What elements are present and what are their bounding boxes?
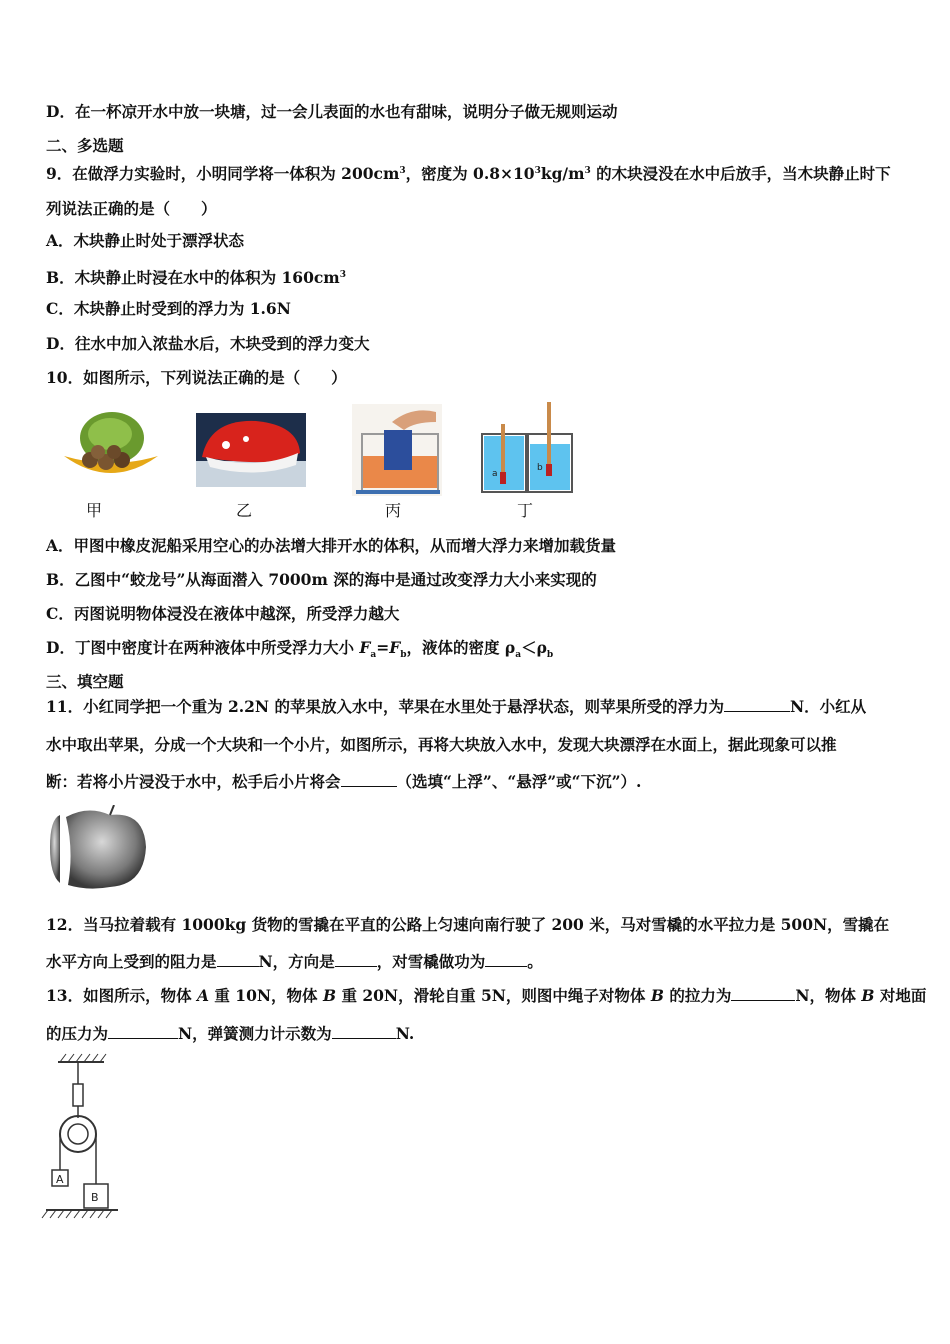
q12-blank-3[interactable] xyxy=(485,952,527,967)
box-a-label: A xyxy=(56,1173,64,1186)
box-b-label: B xyxy=(91,1191,99,1204)
submersible-figure xyxy=(196,413,306,487)
clay-boat-figure xyxy=(62,408,160,484)
q12-blank-1[interactable] xyxy=(217,952,259,967)
figure-label-bing: 丙 xyxy=(385,501,402,520)
q11-line3: 断：若将小片浸没于水中，松手后小片将会 （选填“上浮”、“悬浮”或“下沉”）. xyxy=(46,772,642,791)
q13-blank-3[interactable] xyxy=(332,1024,396,1039)
q9-option-a: A．木块静止时处于漂浮状态 xyxy=(46,231,245,250)
section-title-fill: 三、填空题 xyxy=(46,672,124,691)
q11-line2: 水中取出苹果，分成一个大块和一个小片，如图所示，再将大块放入水中，发现大块漂浮在水面上，据此现象可以推 xyxy=(46,735,837,754)
q10-option-d: D．丁图中密度计在两种液体中所受浮力大小 $F_a=F_b$，液体的密度 $\rho_a<\rho_b$ xyxy=(46,638,554,661)
q10-stem: 10．如图所示，下列说法正确的是（ ） xyxy=(46,368,347,387)
q13-blank-2[interactable] xyxy=(108,1024,178,1039)
q9-option-d: D．往水中加入浓盐水后，木块受到的浮力变大 xyxy=(46,334,370,353)
q12-line1: 12．当马拉着载有 1000kg 货物的雪撬在平直的公路上匀速向南行驶了 200 米，马对雪橇的水平拉力是 500N，雪撬在 xyxy=(46,915,890,934)
beaker-b-label: b xyxy=(537,463,543,473)
pulley-figure xyxy=(40,1052,126,1224)
figure-label-jia: 甲 xyxy=(86,501,103,520)
q10-option-a: A．甲图中橡皮泥船采用空心的办法增大排开水的体积，从而增大浮力来增加载货量 xyxy=(46,536,617,555)
q9-stem: 9．在做浮力实验时，小明同学将一体积为 $200cm^3$，密度为 $0.8\times 10^3kg/m^3$ 的木块浸没在水中后放手，当木块静止时下 xyxy=(46,164,891,184)
q12-blank-2[interactable] xyxy=(335,952,377,967)
figure-label-ding: 丁 xyxy=(517,501,534,520)
q10-option-b: B．乙图中“蛟龙号”从海面潜入 7000m 深的海中是通过改变浮力大小来实现的 xyxy=(46,570,597,589)
q11-blank-1[interactable] xyxy=(724,697,790,712)
apple-figure xyxy=(48,805,148,889)
section-title-multi: 二、多选题 xyxy=(46,136,124,155)
q12-line2: 水平方向上受到的阻力是 N，方向是 ，对雪橇做功为 。 xyxy=(46,952,543,971)
q13-line1: 13．如图所示，物体 A 重 10N，物体 B 重 20N，滑轮自重 5N，则图中绳子对物体 B 的拉力为 N，物体 B 对地面 xyxy=(46,986,927,1005)
q13-line2: 的压力为 N，弹簧测力计示数为 N. xyxy=(46,1024,415,1043)
q9-option-b: B．木块静止时浸在水中的体积为 $160cm^3$ xyxy=(46,268,346,288)
densimeter-figure xyxy=(478,400,578,494)
q11-blank-2[interactable] xyxy=(341,772,397,787)
beaker-a-label: a xyxy=(492,469,498,479)
figure-label-yi: 乙 xyxy=(236,501,253,520)
q11-line1: 11．小红同学把一个重为 2.2N 的苹果放入水中，苹果在水里处于悬浮状态，则苹果所受的浮力为 N．小红从 xyxy=(46,697,867,716)
immersion-figure xyxy=(352,404,442,496)
q10-option-c: C．丙图说明物体浸没在液体中越深，所受浮力越大 xyxy=(46,604,400,623)
q9-option-c: C．木块静止时受到的浮力为 1.6N xyxy=(46,299,291,318)
q13-blank-1[interactable] xyxy=(731,986,795,1001)
q9-stem-cont: 列说法正确的是（ ） xyxy=(46,199,217,218)
q8-option-d: D．在一杯凉开水中放一块塘，过一会儿表面的水也有甜味，说明分子做无规则运动 xyxy=(46,102,618,121)
